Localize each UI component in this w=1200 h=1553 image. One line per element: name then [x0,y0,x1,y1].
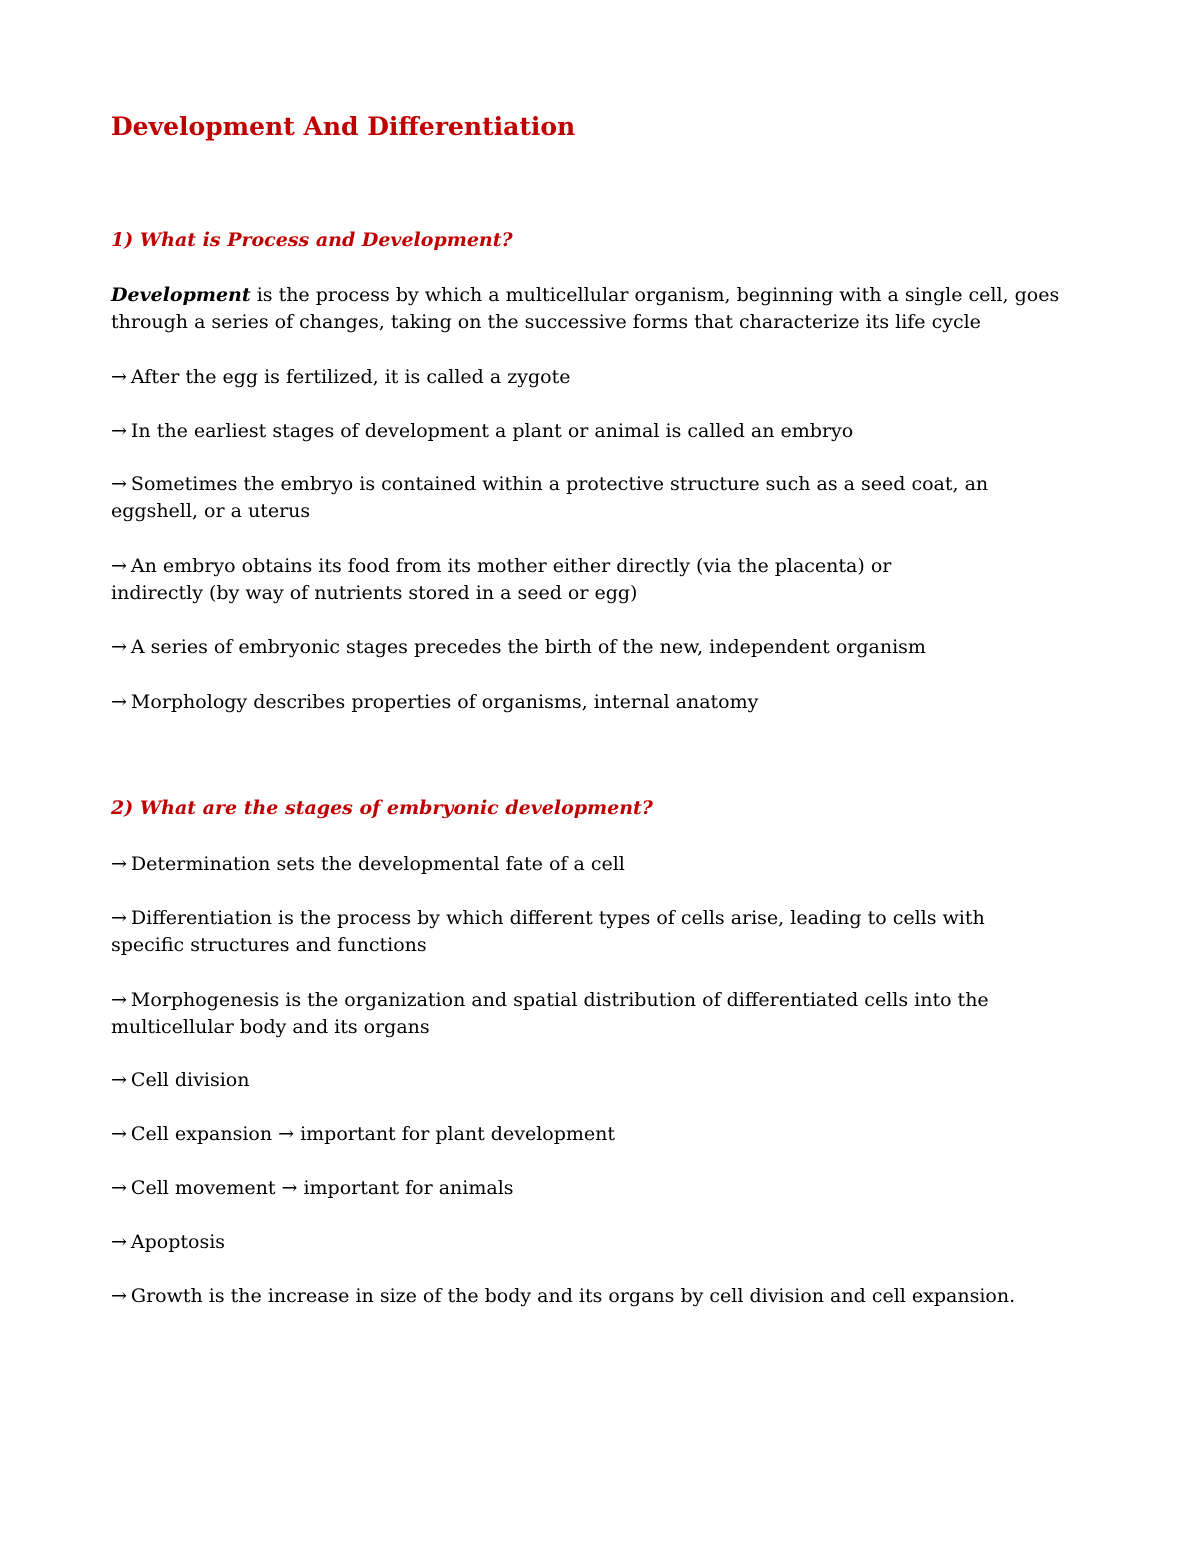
list-item-text: A series of embryonic stages precedes the birth of the new, independent organism [130,636,926,658]
list-item-text: Determination sets the developmental fate of a cell [130,853,625,875]
list-item-text: Morphogenesis is the organization and spatial distribution of differentiated cells into the multicellular body and its organs [111,989,989,1038]
list-item [111,905,1031,959]
list-item [111,364,1071,391]
arrow-icon: → [111,1231,127,1253]
definition-paragraph [111,282,1071,336]
section-1-heading: 1) What is Process and Development? [111,229,513,251]
arrow-icon: → [111,473,127,495]
arrow-icon: → [111,989,127,1011]
list-item [111,634,1071,661]
arrow-icon: → [111,907,127,929]
list-item-text: Cell division [130,1069,250,1091]
list-item-text: In the earliest stages of development a plant or animal is called an embryo [130,420,854,442]
list-item-text: Differentiation is the process by which different types of cells arise, leading to cells with specific structures and functions [111,907,985,956]
definition-term: Development [111,284,251,306]
arrow-icon: → [111,366,127,388]
list-item [111,987,1041,1041]
list-item [111,851,1071,878]
list-item [111,418,1071,445]
arrow-icon: → [111,1177,127,1199]
list-item-text: Morphology describes properties of organisms, internal anatomy [130,691,759,713]
list-item-text: An embryo obtains its food from its mother either directly (via the placenta) or indirectly (by way of nutrients stored in a seed or egg) [111,555,892,604]
list-item [111,1175,1071,1202]
list-item [111,689,1071,716]
arrow-icon: → [111,1285,127,1307]
arrow-icon: → [111,1069,127,1091]
document-title: Development And Differentiation [111,112,576,141]
list-item-text: Sometimes the embryo is contained within a protective structure such as a seed coat, an eggshell, or a uterus [111,473,989,522]
arrow-icon: → [111,853,127,875]
section-2-heading: 2) What are the stages of embryonic development? [111,797,653,819]
list-item [111,553,941,607]
arrow-icon: → [111,1123,127,1145]
arrow-icon: → [111,555,127,577]
arrow-icon: → [111,420,127,442]
list-item-text: After the egg is fertilized, it is called a zygote [130,366,571,388]
list-item [111,1229,1071,1256]
arrow-icon: → [111,636,127,658]
definition-text: is the process by which a multicellular organism, beginning with a single cell, goes through a series of changes, taking on the successive forms that characterize its life cycle [111,284,1060,333]
list-item-text: Cell movement → important for animals [130,1177,514,1199]
arrow-icon: → [111,691,127,713]
list-item [111,471,1031,525]
list-item [111,1283,1111,1310]
list-item [111,1067,1071,1094]
list-item-text: Apoptosis [130,1231,226,1253]
list-item [111,1121,1071,1148]
list-item-text: Cell expansion → important for plant development [130,1123,616,1145]
list-item-text: Growth is the increase in size of the body and its organs by cell division and cell expansion. [130,1285,1016,1307]
